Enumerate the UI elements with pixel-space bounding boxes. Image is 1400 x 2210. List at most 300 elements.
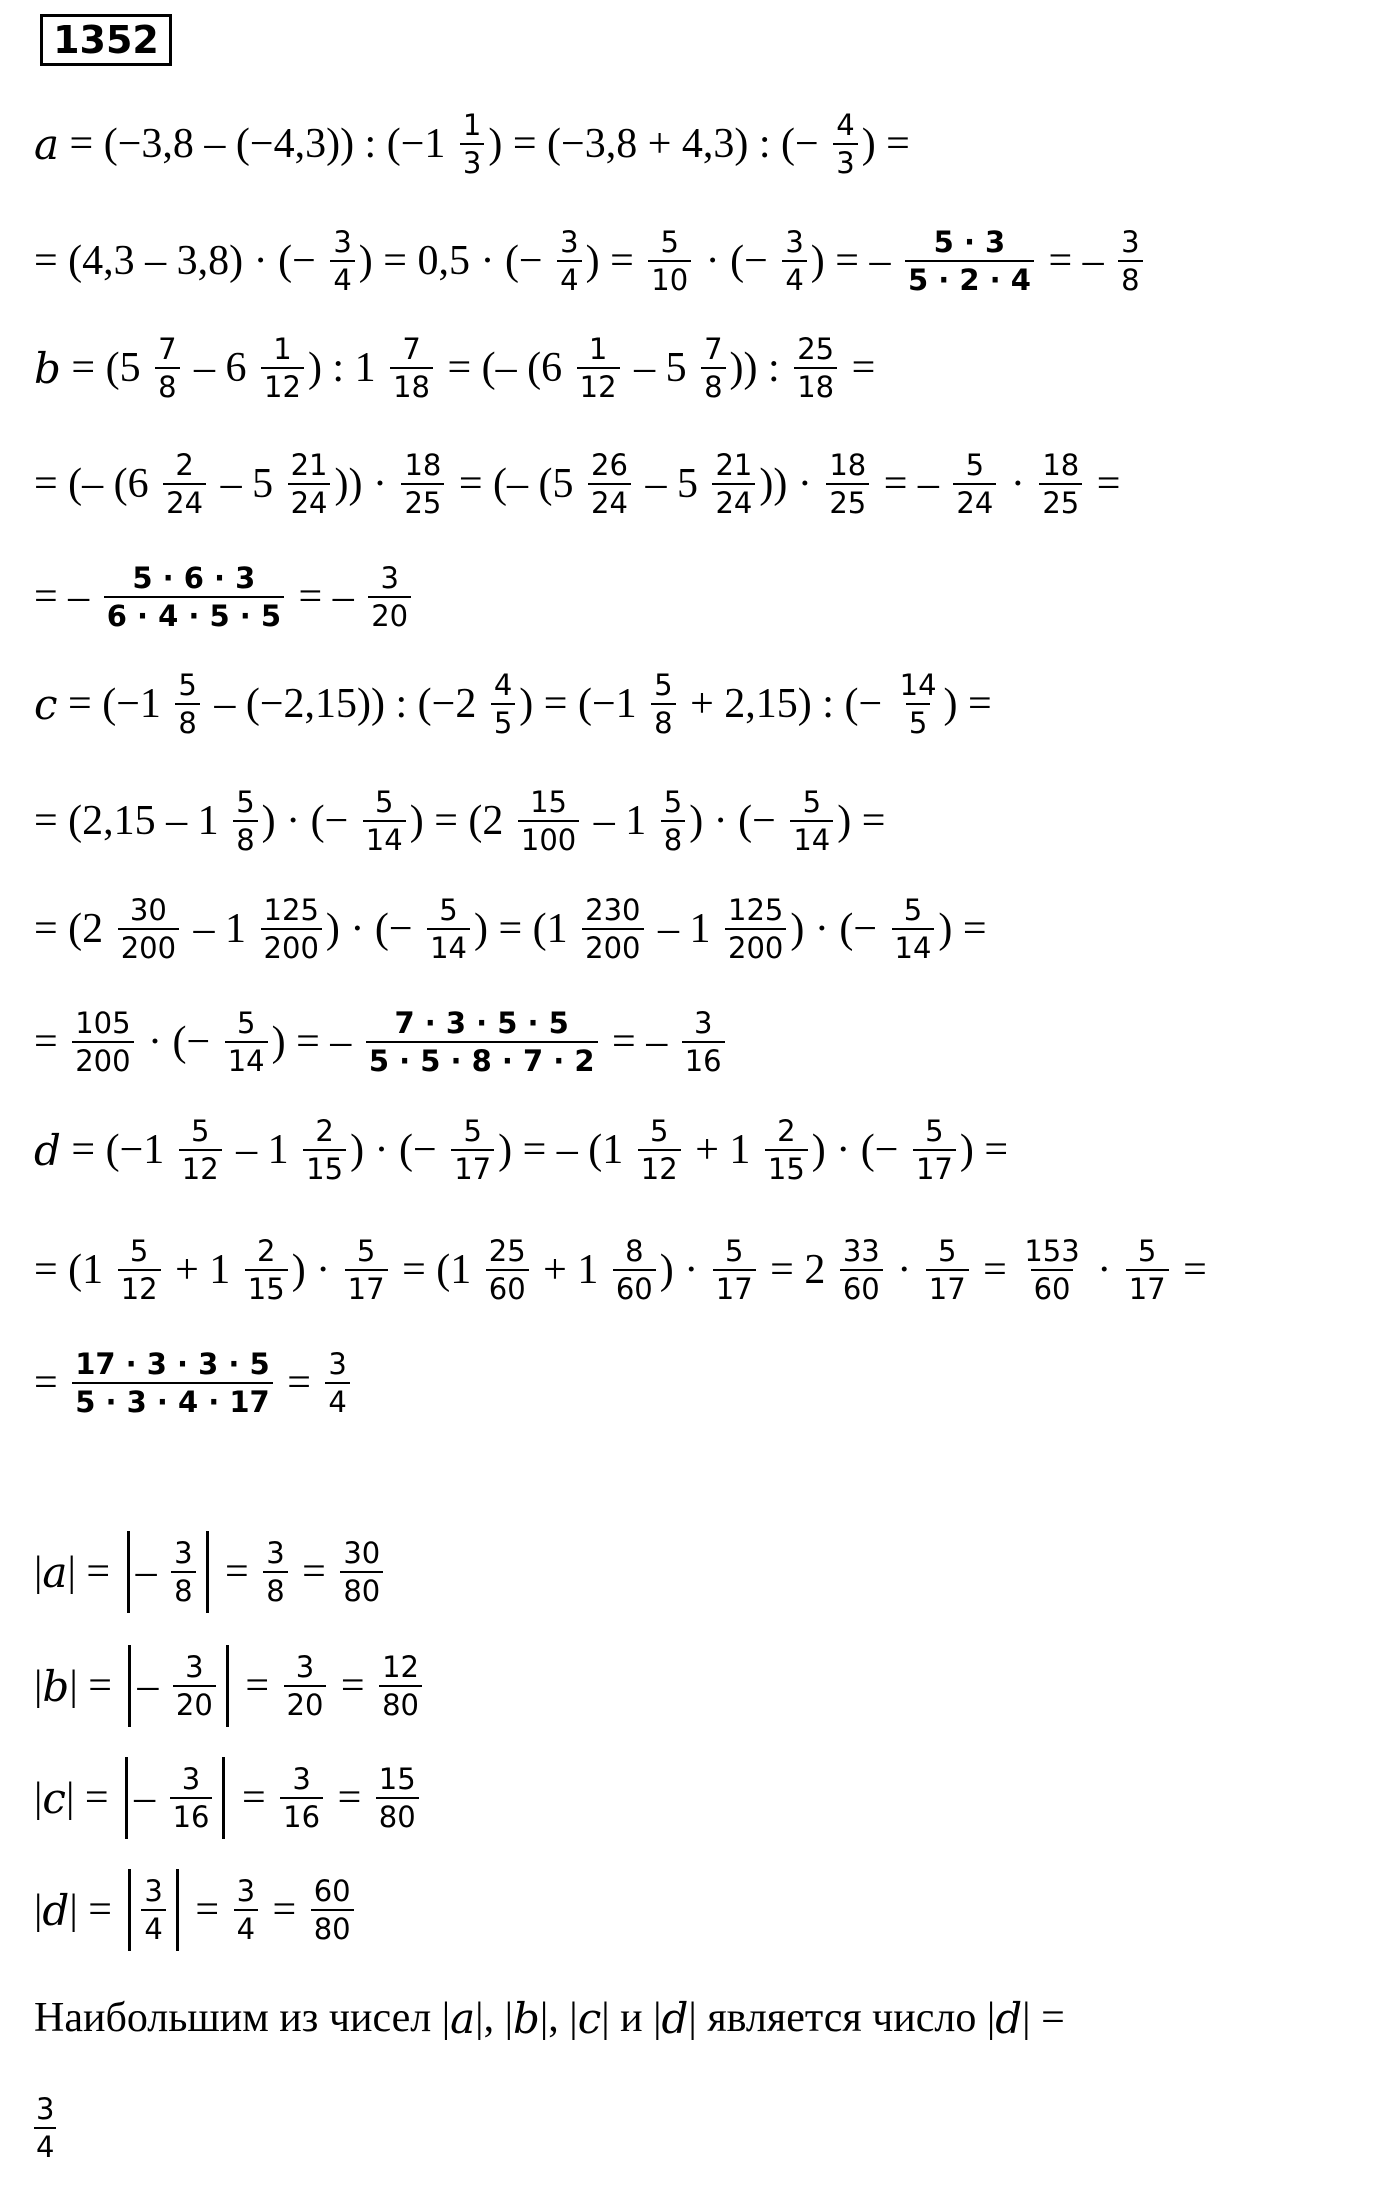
fraction [261,331,304,404]
math-text: · [1086,1247,1122,1293]
math-text: = (2,15 – 1 [34,798,230,844]
fraction [953,447,996,520]
fraction [401,447,444,520]
fraction-denominator: 60 [486,1269,529,1305]
fraction-numerator: 3 [292,1761,311,1796]
fraction-denominator: 24 [953,483,996,519]
fraction-numerator: 60 [313,1873,351,1908]
math-text: = [184,1887,230,1933]
fraction-numerator: 230 [585,892,641,927]
fraction-numerator: 21 [290,447,328,482]
fraction-numerator: 3 [693,1005,713,1040]
math-text: – 6 [183,345,258,391]
fraction [366,1005,598,1078]
fraction [303,1113,346,1186]
fraction [491,667,515,740]
fraction [330,224,354,297]
math-text: ) · (− [325,906,424,952]
fraction [712,447,755,520]
fraction [682,1005,725,1078]
fraction-numerator: 7 [704,331,723,366]
solution-line [34,1006,729,1078]
fraction [638,1113,681,1186]
math-text: – 1 [225,1127,300,1173]
fraction-numerator: 5 [650,1113,669,1148]
fraction-numerator: 1 [273,331,292,366]
fraction-denominator: 5 [906,703,930,739]
fraction-denominator: 8 [661,820,685,856]
fraction-denominator: 8 [651,703,675,739]
fraction-numerator: 5 [375,784,394,819]
fraction-numerator: 3 [1121,224,1140,259]
math-text: ) = [943,681,992,727]
fraction-numerator: 7 [158,331,177,366]
math-text: = [34,1360,69,1406]
fraction [376,1761,419,1834]
fraction-denominator: 14 [225,1041,268,1077]
math-text: = (– (6 [34,461,160,507]
fraction-numerator: 18 [404,447,442,482]
fraction [913,1113,956,1186]
fraction-numerator: 30 [129,892,167,927]
variable-a: a [34,119,60,169]
fraction [325,1346,349,1419]
fraction-denominator: 4 [782,260,806,296]
math-text: ) = [959,1127,1009,1173]
math-text: = [214,1549,260,1595]
math-text: = (1 [391,1247,482,1293]
fraction-denominator: 14 [892,928,935,964]
variable-c: c [34,679,58,729]
fraction [765,1113,808,1186]
math-text: ) · [659,1247,709,1293]
fraction-numerator: 5 [439,892,458,927]
math-text: | = [67,1549,121,1595]
fraction [833,107,857,180]
math-text: = [234,1663,280,1709]
math-text: – 1 [583,798,657,844]
fraction-denominator: 24 [163,483,206,519]
math-text: – [137,1663,169,1709]
final-answer-fraction [34,2094,56,2163]
fraction-numerator: 5 [802,784,822,819]
fraction-denominator: 60 [1031,1269,1074,1305]
math-text: · [886,1247,922,1293]
absolute-value [128,1645,228,1727]
fraction [163,447,206,520]
fraction-numerator: 5 [190,1113,210,1148]
math-text: – 5 [210,461,284,507]
fraction-numerator: 26 [591,447,628,482]
math-text: ) = – [271,1019,362,1065]
fraction-numerator: 5 [663,784,683,819]
solution-line [34,785,885,857]
fraction-denominator: 12 [577,367,620,403]
fraction-denominator: 80 [376,1797,419,1833]
fraction-denominator: 17 [345,1269,388,1305]
fraction-numerator: 5 [463,1113,482,1148]
fraction [790,784,833,857]
fraction-numerator: 17 · 3 · 3 · 5 [75,1346,270,1381]
absolute-value [127,1531,209,1613]
variable-a: a [450,1993,476,2043]
math-text: – 1 [647,906,721,952]
fraction-denominator: 24 [588,483,631,519]
fraction-denominator: 8 [1118,260,1142,296]
fraction-denominator: 17 [926,1269,969,1305]
fraction [648,224,691,297]
math-text: | [34,1887,43,1933]
fraction-denominator: 8 [701,367,725,403]
fraction [104,560,284,633]
fraction-numerator: 33 [842,1233,880,1268]
fraction-numerator: 3 [185,1649,204,1684]
math-text: ) · (− [790,906,888,952]
fraction-numerator: 5 [654,667,673,702]
fraction-numerator: 5 [178,667,197,702]
absolute-value [125,1757,225,1839]
math-text: = [1086,461,1121,507]
fraction-denominator: 14 [363,820,406,856]
math-text: )) · [334,461,398,507]
fraction-numerator: 18 [1042,447,1080,482]
fraction [141,1873,165,1946]
fraction [118,892,179,965]
math-text: + 2,15) : (− [679,681,893,727]
math-text: ) = [837,798,886,844]
fraction-numerator: 5 [1137,1233,1157,1268]
math-text: ) · (− [689,798,787,844]
fraction-numerator: 125 [263,892,319,927]
fraction-numerator: 5 [937,1233,957,1268]
fraction-numerator: 25 [797,331,835,366]
fraction [661,784,685,857]
fraction-denominator: 12 [261,367,304,403]
variable-a: a [42,1547,68,1597]
solution-line [34,561,415,633]
fraction-denominator: 200 [72,1041,133,1077]
fraction-denominator: 16 [280,1797,323,1833]
math-text: | [34,1549,43,1595]
fraction-numerator: 8 [625,1233,644,1268]
math-text: · [1000,461,1036,507]
fraction [171,1535,195,1608]
fraction-numerator: 5 [903,892,923,927]
fraction-numerator: 3 [333,224,352,259]
fraction-denominator: 3 [833,143,857,179]
fraction-denominator: 20 [368,596,411,632]
fraction [582,892,643,965]
fraction-denominator: 5 · 2 · 4 [905,260,1034,296]
math-text: ) = – (1 [498,1127,634,1173]
math-text: ) = (−1 [519,681,648,727]
math-text: = [330,1663,376,1709]
variable-d: d [34,1125,61,1175]
math-text: ) · (− [811,1127,909,1173]
fraction-denominator: 8 [155,367,179,403]
solution-line [34,1234,1207,1306]
math-text: |, | [539,1995,578,2041]
fraction-denominator: 25 [1039,483,1082,519]
fraction-numerator: 5 [724,1233,744,1268]
fraction-denominator: 20 [173,1685,216,1721]
fraction [234,1873,258,1946]
fraction-numerator: 30 [343,1535,381,1570]
fraction [284,1649,327,1722]
fraction-denominator: 4 [557,260,581,296]
fraction-numerator: 5 [236,784,255,819]
fraction [905,224,1034,297]
math-text: = [1172,1247,1207,1293]
fraction-denominator: 4 [141,1909,165,1945]
fraction-denominator: 15 [245,1269,288,1305]
fraction-numerator: 3 [174,1535,193,1570]
fraction-numerator: 7 · 3 · 5 · 5 [394,1005,569,1040]
fraction [170,1761,213,1834]
fraction-denominator: 100 [518,820,579,856]
fraction [794,331,837,404]
math-text: = [262,1887,307,1933]
fraction-numerator: 2 [315,1113,334,1148]
fraction-denominator: 5 · 3 · 4 · 17 [72,1382,273,1418]
math-text: – 5 [623,345,698,391]
math-text: = – [873,461,950,507]
math-text: |, | [475,1995,513,2041]
math-text: = [276,1360,322,1406]
fraction [225,1005,268,1078]
fraction [892,892,935,965]
math-text: | = [69,1663,123,1709]
fraction-numerator: 3 [144,1873,163,1908]
fraction-denominator: 17 [451,1149,494,1185]
fraction-denominator: 80 [379,1685,422,1721]
math-text: | является число | [688,1995,996,2041]
math-text: + 1 [684,1127,761,1173]
math-text: ) = [938,906,987,952]
fraction [826,447,869,520]
math-text: = – [601,1019,678,1065]
fraction-denominator: 4 [325,1382,349,1418]
math-text: = (4,3 – 3,8) · (− [34,238,327,284]
math-text: = (−1 [60,1127,175,1173]
math-text: = (5 [60,345,152,391]
fraction-numerator: 2 [257,1233,276,1268]
math-text: = [231,1775,277,1821]
fraction-numerator: 5 · 3 [933,224,1006,259]
math-text: = [972,1247,1018,1293]
fraction-denominator: 15 [303,1149,346,1185]
solution-line [34,225,1147,297]
math-text: ) : 1 [307,345,387,391]
fraction [1021,1233,1082,1306]
fraction-numerator: 3 [560,224,579,259]
math-text: Наибольшим из чисел | [34,1995,451,2041]
math-text: ) · [291,1247,341,1293]
fraction-denominator: 25 [401,483,444,519]
math-text: · (− [137,1019,221,1065]
fraction [233,784,257,857]
fraction-denominator: 14 [427,928,470,964]
math-text: | = [65,1775,120,1821]
variable-b: b [34,343,61,393]
math-text: – [135,1549,168,1595]
fraction-denominator: 5 [491,703,515,739]
fraction [577,331,620,404]
math-text: = – [288,574,365,620]
fraction-numerator: 3 [266,1535,285,1570]
fraction [363,784,406,857]
fraction [557,224,581,297]
variable-c: c [42,1773,66,1823]
fraction [782,224,806,297]
fraction [651,667,675,740]
fraction-denominator: 12 [118,1269,161,1305]
fraction-numerator: 3 [181,1761,201,1796]
variable-d: d [995,1993,1023,2043]
fraction-numerator: 2 [175,447,194,482]
fraction-numerator: 3 [236,1873,256,1908]
solution-line [34,108,910,180]
math-text: – 5 [634,461,709,507]
solution-line [34,668,992,740]
fraction [340,1535,383,1608]
fraction-denominator: 6 · 4 · 5 · 5 [104,596,284,632]
solution-line [34,1874,358,1946]
fraction [179,1113,222,1186]
fraction [72,1346,273,1419]
math-text: ) = 0,5 · (− [358,238,554,284]
math-text: = (– (6 [437,345,573,391]
fraction-numerator: 3 [380,560,399,595]
variable-c: c [577,1993,602,2043]
fraction [460,107,484,180]
math-text: = (−1 [57,681,172,727]
math-text: ) = (−3,8 + 4,3) : (− [488,121,830,167]
solution-line [34,332,875,404]
fraction [1118,224,1142,297]
fraction [173,1649,216,1722]
fraction-denominator: 3 [460,143,484,179]
final-answer-numerator: 3 [36,2092,55,2126]
fraction-denominator: 60 [613,1269,656,1305]
fraction-numerator: 5 · 6 · 3 [132,560,256,595]
fraction [926,1233,969,1306]
fraction [288,447,331,520]
fraction-numerator: 14 [899,667,937,702]
variable-d: d [42,1885,70,1935]
fraction [701,331,725,404]
fraction-numerator: 21 [715,447,753,482]
math-text: | [34,1775,43,1821]
math-text: = (1 [34,1247,114,1293]
fraction-denominator: 17 [1126,1269,1169,1305]
math-text: = [34,1019,69,1065]
math-text: ) = – [810,238,901,284]
fraction [280,1761,323,1834]
fraction-numerator: 5 [925,1113,944,1148]
fraction [261,892,322,965]
fraction [245,1233,288,1306]
fraction-denominator: 200 [118,928,179,964]
fraction-denominator: 16 [170,1797,213,1833]
solution-line [34,448,1120,520]
problem-number-box: 1352 [40,14,172,66]
fraction-denominator: 8 [233,820,257,856]
fraction-numerator: 4 [493,667,513,702]
fraction [613,1233,656,1306]
fraction-denominator: 8 [171,1571,195,1607]
fraction-denominator: 20 [284,1685,327,1721]
fraction [390,331,433,404]
fraction-denominator: 8 [175,703,199,739]
absolute-value [128,1869,178,1951]
fraction-numerator: 5 [129,1233,149,1268]
fraction-denominator: 80 [340,1571,383,1607]
solution-line [34,1536,387,1608]
fraction-numerator: 25 [488,1233,526,1268]
math-text: – 1 [183,906,257,952]
fraction-denominator: 15 [765,1149,808,1185]
fraction-denominator: 5 · 5 · 8 · 7 · 2 [366,1041,598,1077]
fraction-denominator: 14 [790,820,833,856]
fraction [1126,1233,1169,1306]
fraction [486,1233,529,1306]
fraction-denominator: 25 [826,483,869,519]
math-text: = (2 [34,906,114,952]
math-text: )) · [759,461,823,507]
fraction [518,784,579,857]
fraction-denominator: 4 [330,260,354,296]
solution-line [34,1114,1008,1186]
math-text: = [841,345,876,391]
fraction-denominator: 200 [261,928,322,964]
fraction [263,1535,287,1608]
fraction-denominator: 80 [311,1909,354,1945]
fraction-denominator: 12 [179,1149,222,1185]
fraction-numerator: 4 [836,107,855,142]
fraction-numerator: 2 [777,1113,796,1148]
math-text: | и | [601,1995,662,2041]
fraction-numerator: 15 [378,1761,416,1796]
fraction [427,892,470,965]
fraction [311,1873,354,1946]
math-text: ) = [585,238,645,284]
fraction-numerator: 153 [1024,1233,1080,1268]
fraction-denominator: 12 [638,1149,681,1185]
variable-b: b [42,1661,70,1711]
fraction-numerator: 15 [530,784,567,819]
math-text: = – [1037,238,1115,284]
math-text: = (−3,8 – (−4,3)) : (−1 [59,121,456,167]
fraction-denominator: 24 [712,483,755,519]
fraction-numerator: 1 [462,107,482,142]
math-text: = 2 [759,1247,836,1293]
fraction-denominator: 60 [840,1269,883,1305]
math-text: – (−2,15)) : (−2 [203,681,487,727]
fraction [345,1233,388,1306]
solution-line [34,1650,426,1722]
fraction-numerator: 125 [728,892,784,927]
math-text: | = [69,1887,123,1933]
fraction [72,1005,133,1078]
fraction [379,1649,422,1722]
math-text: ) = (1 [473,906,579,952]
fraction-denominator: 8 [263,1571,287,1607]
variable-b: b [512,1993,540,2043]
solution-line [34,1762,423,1834]
math-text: = [327,1775,372,1821]
math-text: + 1 [164,1247,241,1293]
